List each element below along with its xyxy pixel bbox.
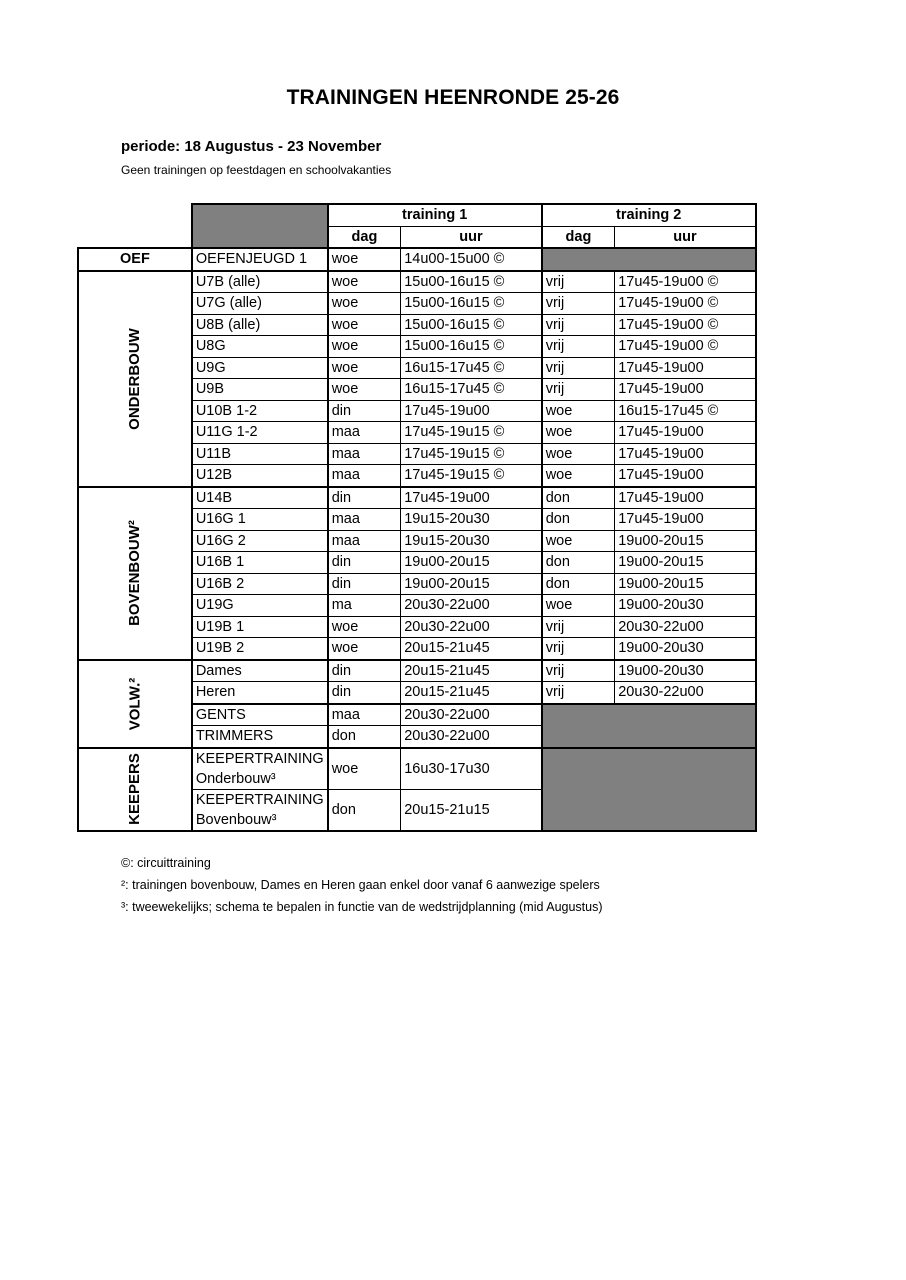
- uur1-cell: 16u15-17u45 ©: [401, 379, 542, 401]
- dag1-cell: woe: [328, 314, 401, 336]
- uur2-cell: 20u30-22u00: [615, 682, 756, 704]
- dag2-cell: vrij: [542, 660, 615, 682]
- uur1-cell: 20u15-21u45: [401, 660, 542, 682]
- dag2-cell: don: [542, 573, 615, 595]
- dag2-cell: don: [542, 487, 615, 509]
- header-dag2: dag: [542, 226, 615, 248]
- team-cell: U7G (alle): [192, 293, 328, 315]
- dag1-cell: woe: [328, 638, 401, 660]
- team-line2: Onderbouw³: [195, 770, 276, 787]
- group-label-bovenbouw: [78, 487, 192, 660]
- uur2-cell: 20u30-22u00: [615, 616, 756, 638]
- team-cell: U8G: [192, 336, 328, 358]
- uur1-cell: 20u15-21u45: [401, 638, 542, 660]
- header-uur1: uur: [401, 226, 542, 248]
- dag1-cell: maa: [328, 443, 401, 465]
- dag1-cell: din: [328, 552, 401, 574]
- uur2-cell: 19u00-20u30: [615, 638, 756, 660]
- group-label-volw: [78, 660, 192, 748]
- team-cell: U11B: [192, 443, 328, 465]
- team-cell: U16B 1: [192, 552, 328, 574]
- group-label-text: VOLW.²: [125, 677, 143, 730]
- uur2-cell: 17u45-19u00: [615, 357, 756, 379]
- uur1-cell: 15u00-16u15 ©: [401, 336, 542, 358]
- team-cell: Heren: [192, 682, 328, 704]
- dag1-cell: din: [328, 660, 401, 682]
- team-cell: U16G 2: [192, 530, 328, 552]
- dag1-cell: don: [328, 726, 401, 748]
- uur1-cell: 20u30-22u00: [401, 616, 542, 638]
- dag2-cell: vrij: [542, 293, 615, 315]
- uur2-cell: 19u00-20u30: [615, 595, 756, 617]
- team-cell: U9B: [192, 379, 328, 401]
- uur1-cell: 17u45-19u15 ©: [401, 465, 542, 487]
- uur1-cell: 17u45-19u00: [401, 400, 542, 422]
- uur1-cell: 20u30-22u00: [401, 704, 542, 726]
- corner-blank: [78, 226, 192, 248]
- header-team-cell: [192, 204, 328, 248]
- dag1-cell: din: [328, 487, 401, 509]
- dag2-cell: don: [542, 552, 615, 574]
- dag2-cell: vrij: [542, 682, 615, 704]
- team-cell: Dames: [192, 660, 328, 682]
- uur2-cell: 19u00-20u30: [615, 660, 756, 682]
- team-line1: KEEPERTRAINING: [195, 750, 324, 767]
- team-cell: [192, 789, 328, 831]
- dag1-cell: don: [328, 789, 401, 831]
- dag1-cell: woe: [328, 336, 401, 358]
- page-title: TRAININGEN HEENRONDE 25-26: [286, 86, 620, 109]
- team-line1: KEEPERTRAINING: [195, 791, 324, 808]
- footnote-biweekly: ³: tweewekelijks; schema te bepalen in functie van de wedstrijdplanning (mid Augustus): [121, 900, 603, 914]
- header-dag1: dag: [328, 226, 401, 248]
- uur1-cell: 17u45-19u15 ©: [401, 422, 542, 444]
- uur2-cell: 19u00-20u15: [615, 552, 756, 574]
- dag1-cell: maa: [328, 465, 401, 487]
- uur2-cell: 17u45-19u00 ©: [615, 314, 756, 336]
- uur2-cell: 17u45-19u00 ©: [615, 336, 756, 358]
- team-cell: U16G 1: [192, 509, 328, 531]
- team-cell: U19G: [192, 595, 328, 617]
- team-cell: TRIMMERS: [192, 726, 328, 748]
- uur2-cell: 17u45-19u00: [615, 509, 756, 531]
- team-cell: U19B 2: [192, 638, 328, 660]
- uur2-cell: 19u00-20u15: [615, 573, 756, 595]
- dag2-cell: woe: [542, 595, 615, 617]
- uur1-cell: 20u30-22u00: [401, 726, 542, 748]
- group-label-text: ONDERBOUW: [125, 327, 143, 430]
- uur2-cell: 17u45-19u00: [615, 443, 756, 465]
- uur1-cell: 15u00-16u15 ©: [401, 314, 542, 336]
- uur2-cell: 17u45-19u00: [615, 379, 756, 401]
- team-cell: U11G 1-2: [192, 422, 328, 444]
- team-cell: OEFENJEUGD 1: [192, 248, 328, 271]
- uur2-cell: 17u45-19u00: [615, 422, 756, 444]
- dag2-cell: vrij: [542, 271, 615, 293]
- dag1-cell: maa: [328, 530, 401, 552]
- dag1-cell: maa: [328, 704, 401, 726]
- team-cell: U19B 1: [192, 616, 328, 638]
- empty-training2-cell: [542, 248, 756, 271]
- group-label-text: KEEPERS: [125, 753, 143, 825]
- dag2-cell: vrij: [542, 336, 615, 358]
- dag1-cell: din: [328, 400, 401, 422]
- table-row: [78, 248, 756, 271]
- dag1-cell: din: [328, 682, 401, 704]
- uur2-cell: 17u45-19u00: [615, 465, 756, 487]
- uur2-cell: 16u15-17u45 ©: [615, 400, 756, 422]
- dag2-cell: vrij: [542, 379, 615, 401]
- uur2-cell: 17u45-19u00 ©: [615, 293, 756, 315]
- team-cell: U10B 1-2: [192, 400, 328, 422]
- footnote-bovenbouw: ²: trainingen bovenbouw, Dames en Heren gaan enkel door vanaf 6 aanwezige spelers: [121, 878, 600, 892]
- uur1-cell: 19u00-20u15: [401, 573, 542, 595]
- dag1-cell: maa: [328, 422, 401, 444]
- dag2-cell: vrij: [542, 616, 615, 638]
- holiday-note: Geen trainingen op feestdagen en schoolvakanties: [121, 163, 392, 177]
- team-cell: U12B: [192, 465, 328, 487]
- table-row: [78, 487, 756, 509]
- header-training2: training 2: [542, 204, 756, 226]
- empty-training2-cell: [542, 748, 756, 831]
- footnote-circuit: ©: circuittraining: [121, 856, 211, 870]
- header-training1: training 1: [328, 204, 542, 226]
- dag2-cell: woe: [542, 443, 615, 465]
- dag2-cell: woe: [542, 530, 615, 552]
- dag1-cell: woe: [328, 357, 401, 379]
- dag2-cell: woe: [542, 422, 615, 444]
- uur1-cell: 19u15-20u30: [401, 509, 542, 531]
- uur2-cell: 19u00-20u15: [615, 530, 756, 552]
- dag1-cell: woe: [328, 379, 401, 401]
- period-line: periode: 18 Augustus - 23 November: [121, 138, 382, 155]
- group-label-oef: OEF: [78, 248, 192, 271]
- uur2-cell: 17u45-19u00: [615, 487, 756, 509]
- header-row-2: [78, 226, 756, 248]
- header-uur2: uur: [615, 226, 756, 248]
- dag1-cell: din: [328, 573, 401, 595]
- dag1-cell: maa: [328, 509, 401, 531]
- uur1-cell: 19u00-20u15: [401, 552, 542, 574]
- team-cell: U8B (alle): [192, 314, 328, 336]
- group-label-text: BOVENBOUW²: [125, 520, 143, 626]
- team-cell: [192, 748, 328, 790]
- group-label-onderbouw: [78, 271, 192, 487]
- uur1-cell: 20u30-22u00: [401, 595, 542, 617]
- dag1-cell: woe: [328, 616, 401, 638]
- uur1-cell: 20u15-21u45: [401, 682, 542, 704]
- team-cell: U16B 2: [192, 573, 328, 595]
- corner-blank: [78, 204, 192, 226]
- uur1-cell: 15u00-16u15 ©: [401, 271, 542, 293]
- dag1-cell: woe: [328, 271, 401, 293]
- dag2-cell: don: [542, 509, 615, 531]
- uur1-cell: 19u15-20u30: [401, 530, 542, 552]
- uur1-cell: 20u15-21u15: [401, 789, 542, 831]
- footnotes: [121, 854, 603, 920]
- uur1-cell: 16u15-17u45 ©: [401, 357, 542, 379]
- team-cell: U7B (alle): [192, 271, 328, 293]
- table-row: [78, 660, 756, 682]
- uur1-cell: 15u00-16u15 ©: [401, 293, 542, 315]
- dag2-cell: vrij: [542, 314, 615, 336]
- dag2-cell: woe: [542, 400, 615, 422]
- group-label-keepers: [78, 748, 192, 831]
- dag2-cell: vrij: [542, 638, 615, 660]
- uur2-cell: 17u45-19u00 ©: [615, 271, 756, 293]
- dag2-cell: vrij: [542, 357, 615, 379]
- header-row-1: [78, 204, 756, 226]
- team-cell: U14B: [192, 487, 328, 509]
- team-cell: GENTS: [192, 704, 328, 726]
- uur1-cell: 17u45-19u15 ©: [401, 443, 542, 465]
- dag2-cell: woe: [542, 465, 615, 487]
- table-row: [78, 271, 756, 293]
- dag1-cell: ma: [328, 595, 401, 617]
- empty-training2-cell: [542, 704, 756, 748]
- training-schedule-table: [77, 203, 757, 832]
- team-line2: Bovenbouw³: [195, 811, 277, 828]
- uur1-cell: 14u00-15u00 ©: [401, 248, 542, 271]
- dag1-cell: woe: [328, 293, 401, 315]
- table-row: [78, 748, 756, 790]
- dag1-cell: woe: [328, 248, 401, 271]
- uur1-cell: 17u45-19u00: [401, 487, 542, 509]
- dag1-cell: woe: [328, 748, 401, 790]
- team-cell: U9G: [192, 357, 328, 379]
- uur1-cell: 16u30-17u30: [401, 748, 542, 790]
